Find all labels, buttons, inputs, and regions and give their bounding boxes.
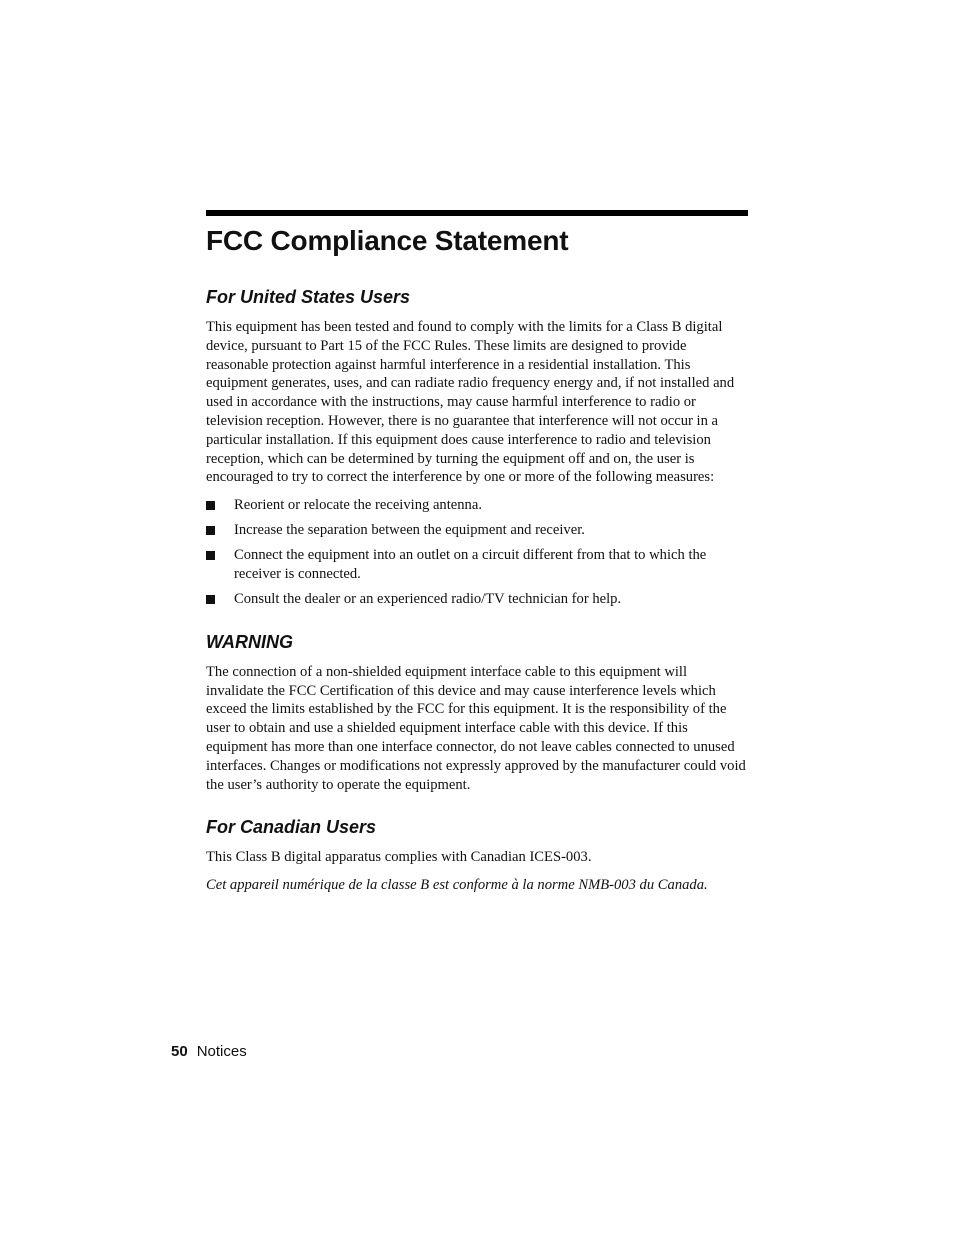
warning-paragraph: The connection of a non-shielded equipment interface cable to this equipment will invalidate the FCC Certification of this device and may cause interference levels which exceed the limits established by the FCC for this equipment. It is the responsibility of the user to obtain and use a shielded equipment interface cable with this device. If this equipment has more than one interface connector, do not leave cables connected to unused interfaces. Changes or modifications not expressly approved by the manufacturer could void the user’s authority to operate the equipment. bbox=[206, 663, 746, 793]
list-item bbox=[206, 546, 748, 584]
heading-canadian-users: For Canadian Users bbox=[206, 817, 377, 838]
heading-warning: WARNING bbox=[206, 631, 293, 652]
square-bullet-icon bbox=[206, 551, 215, 560]
page-footer bbox=[171, 1042, 247, 1062]
list-item bbox=[206, 496, 748, 515]
canadian-users-paragraph: This Class B digital apparatus complies with Canadian ICES-003. bbox=[206, 849, 592, 866]
list-item bbox=[206, 590, 748, 609]
footer-section-name: Notices bbox=[196, 1043, 247, 1060]
page-content bbox=[206, 210, 748, 895]
page-number: 50 bbox=[171, 1043, 188, 1060]
title-rule bbox=[206, 210, 748, 216]
heading-us-users: For United States Users bbox=[206, 287, 411, 307]
square-bullet-icon bbox=[206, 501, 215, 510]
list-item-text: Consult the dealer or an experienced radio/TV technician for help. bbox=[234, 590, 622, 607]
list-item-text: Increase the separation between the equipment and receiver. bbox=[234, 522, 585, 539]
list-item-text: Connect the equipment into an outlet on a circuit different from that to which the receiver is connected. bbox=[234, 547, 707, 582]
square-bullet-icon bbox=[206, 595, 215, 604]
measures-list bbox=[206, 496, 748, 609]
square-bullet-icon bbox=[206, 526, 215, 535]
list-item-text: Reorient or relocate the receiving antenna. bbox=[234, 497, 482, 514]
us-users-paragraph: This equipment has been tested and found to comply with the limits for a Class B digital device, pursuant to Part 15 of the FCC Rules. These limits are designed to provide reasonable protection against harmful interference in a residential installation. This equipment generates, uses, and can radiate radio frequency energy and, if not installed and used in accordance with the instructions, may cause harmful interference to radio or television reception. However, there is no guarantee that interference will not occur in a particular installation. If this equipment does cause interference to radio and television reception, which can be determined by turning the equipment off and on, the user is encouraged to try to correct the interference by one or more of the following measures: bbox=[206, 319, 735, 486]
canadian-users-paragraph-french: Cet appareil numérique de la classe B est conforme à la norme NMB-003 du Canada. bbox=[206, 877, 708, 894]
list-item bbox=[206, 521, 748, 540]
page-title: FCC Compliance Statement bbox=[206, 225, 569, 256]
